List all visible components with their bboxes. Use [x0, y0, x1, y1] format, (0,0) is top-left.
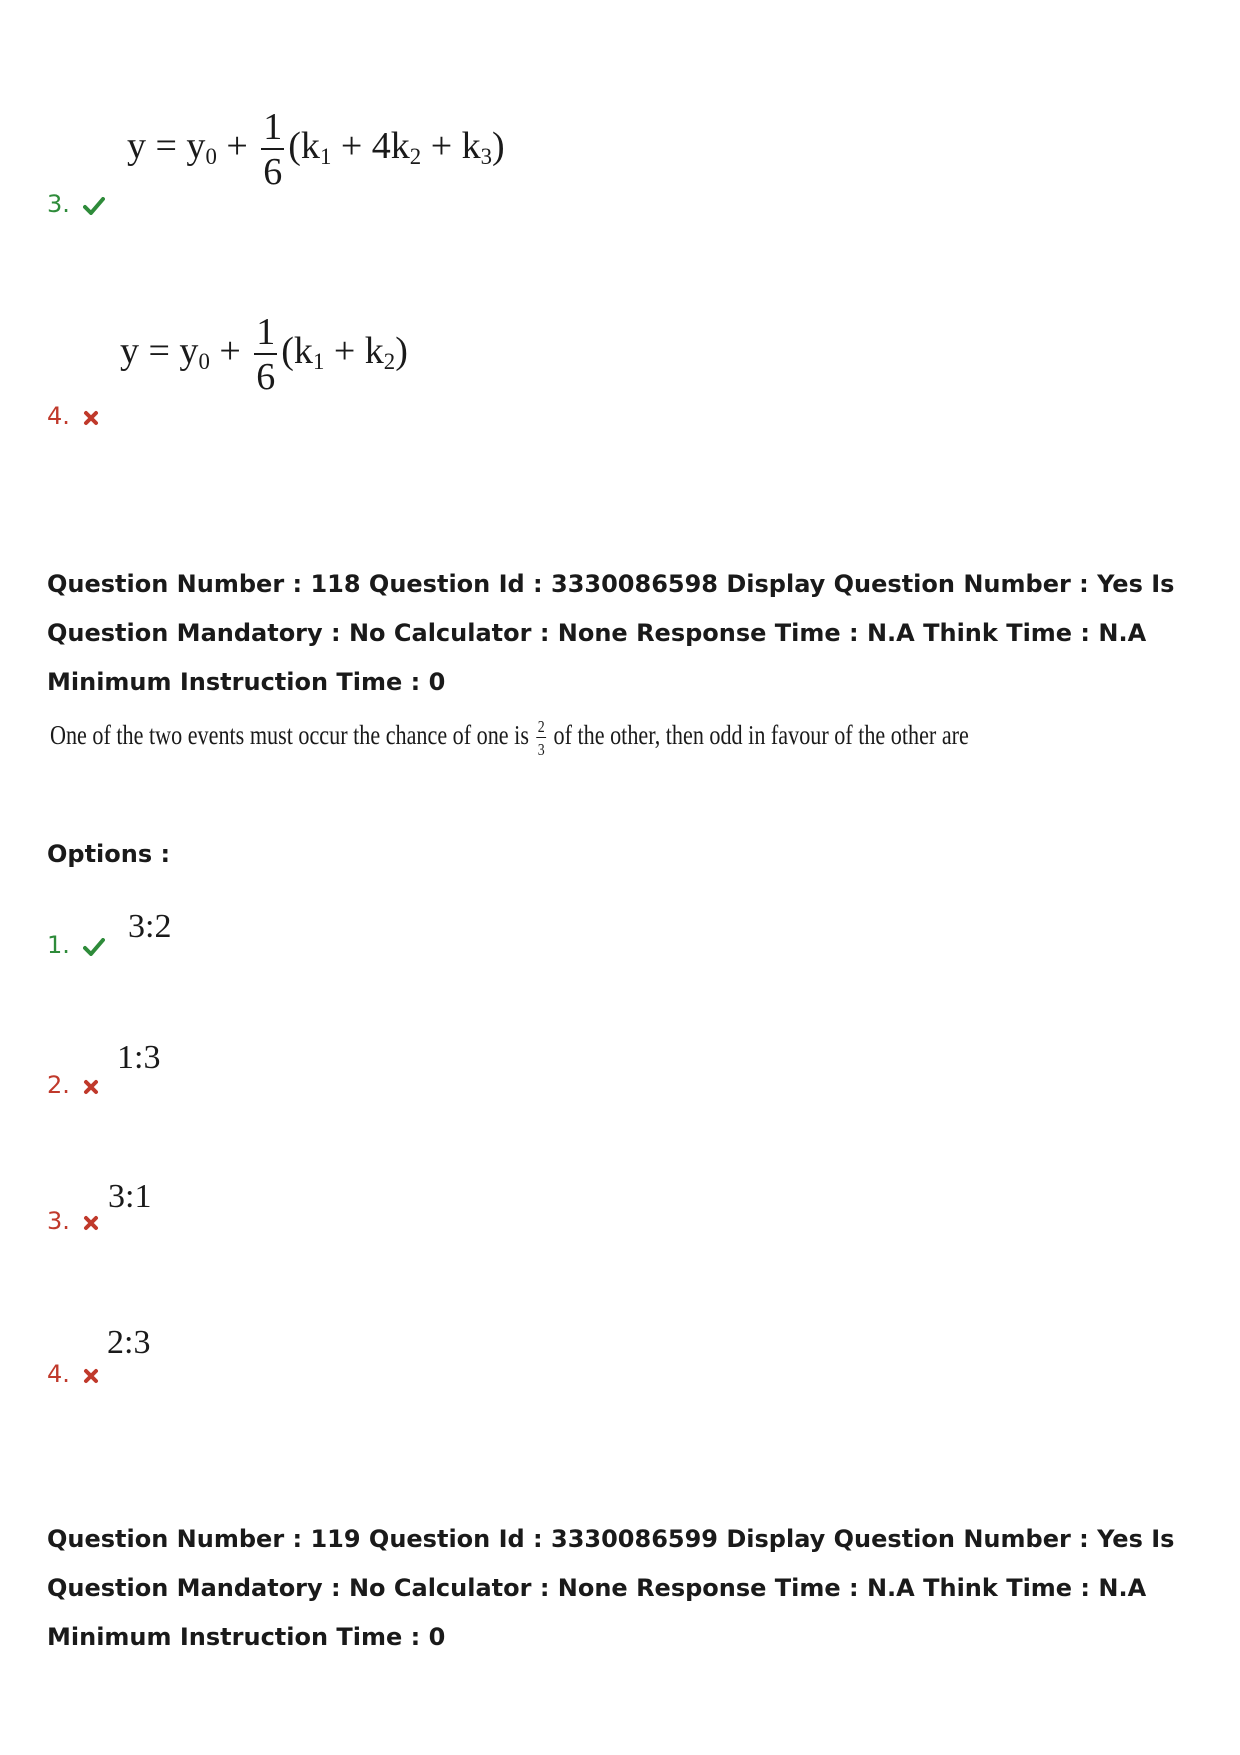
option-number: 4.: [47, 1360, 70, 1388]
cross-icon: [83, 1215, 99, 1235]
option-3: [47, 1207, 99, 1235]
question-118-text: One of the two events must occur the chance of one is $\frac{2}{3}$ of the other, then odd in favour of the other are: [50, 717, 969, 759]
option-4-value: 2:3: [107, 1324, 151, 1361]
cross-icon: [83, 410, 99, 430]
question-fraction: $\frac{2}{3}$: [537, 717, 545, 759]
option-number: 3.: [47, 1207, 70, 1235]
option-1-value: 3:2: [128, 908, 172, 945]
option-2: [47, 1071, 99, 1099]
check-icon: [83, 938, 105, 960]
option-number: 3.: [47, 190, 70, 218]
question-118-meta: Question Number : 118 Question Id : 3330086598 Display Question Number : Yes Is Question Mandatory : No Calculator : None Response Time : N.A Think Time : N.A Minimum Instruction Time : 0: [47, 570, 1175, 696]
check-icon: [83, 197, 105, 219]
cross-icon: [83, 1079, 99, 1099]
prev-option-3: [47, 190, 105, 219]
prev-option-3-formula: $y = y_0$ + $\frac{1}{6}$ $(k_1 + 4k_2 + k_3)$: [127, 106, 505, 193]
prev-option-4-formula: $y = y_0$ + $\frac{1}{6}$ $(k_1 + k_2)$: [120, 311, 408, 398]
option-number: 4.: [47, 402, 70, 430]
option-3-value: 3:1: [108, 1178, 152, 1215]
prev-option-4: [47, 402, 99, 430]
cross-icon: [83, 1368, 99, 1388]
option-1: [47, 931, 105, 960]
option-number: 2.: [47, 1071, 70, 1099]
option-number: 1.: [47, 931, 70, 959]
options-label: Options :: [47, 840, 171, 868]
question-119-meta: Question Number : 119 Question Id : 3330086599 Display Question Number : Yes Is Question Mandatory : No Calculator : None Response Time : N.A Think Time : N.A Minimum Instruction Time : 0: [47, 1525, 1175, 1651]
option-4: [47, 1360, 99, 1388]
option-2-value: 1:3: [117, 1039, 161, 1076]
